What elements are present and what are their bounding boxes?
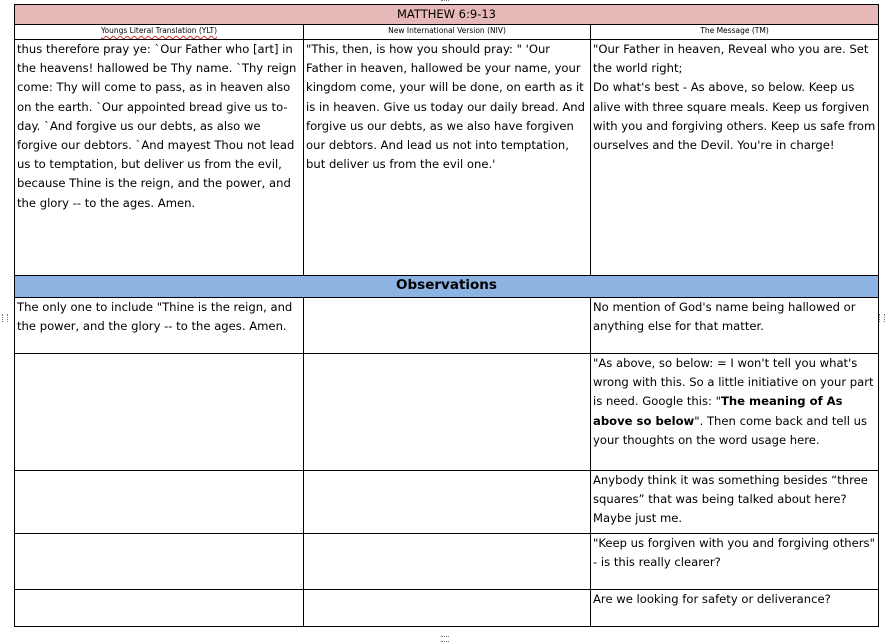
table-resize-handle-left[interactable] (2, 314, 8, 322)
verse-cell-tm[interactable] (591, 40, 879, 276)
tm-line-2: Do what's best - As above, so below. Keep us alive with three square meals. Keep us forgiven with you and forgiving others. Keep us safe from ourselves and the Devil. You're in charge! (593, 80, 876, 153)
observation-cell-tm[interactable]: "Keep us forgiven with you and forgiving others" - is this really clearer? (591, 534, 879, 590)
observation-cell-tm[interactable]: No mention of God's name being hallowed or anything else for that matter. (591, 298, 879, 354)
observation-cell-ylt[interactable] (15, 354, 304, 471)
observations-heading[interactable]: Observations (15, 276, 879, 298)
observation-cell-tm[interactable]: Are we looking for safety or deliverance? (591, 590, 879, 627)
observation-cell-niv[interactable] (304, 471, 591, 534)
ylt-header-label: Youngs Literal Translation (YLT) (100, 26, 218, 35)
column-header-tm[interactable]: The Message (TM) (591, 25, 879, 40)
observation-text: "As above, so below: = I won't tell you what's wrong with this. So a little initiative on your part is need. Google this: " (593, 356, 874, 409)
observation-cell-tm[interactable]: Anybody think it was something besides “three squares” that was being talked about here? Maybe just me. (591, 471, 879, 534)
observation-row (15, 590, 879, 627)
verse-cell-niv[interactable]: "This, then, is how you should pray: " 'Our Father in heaven, hallowed be your name, your kingdom come, your will be done, on earth as it is in heaven. Give us today our daily bread. And forgive us our debts, as we also have forgiven our debtors. And lead us not into temptation, but deliver us from the evil one.' (304, 40, 591, 276)
search-phrase: The meaning of As above so below (593, 394, 843, 428)
table-resize-handle-right[interactable] (879, 314, 885, 322)
comparison-table (14, 4, 879, 627)
verse-row (15, 40, 879, 276)
verse-cell-ylt[interactable]: thus therefore pray ye: `Our Father who [art] in the heavens! hallowed be Thy name. `Thy reign come: Thy will come to pass, as in heaven also on the earth. `Our appointed bread give us to-day. `And forgive us our debts, as also we forgive our debtors. `And mayest Thou not lead us to temptation, but deliver us from the evil, because Thine is the reign, and the power, and the glory -- to the ages. Amen. (15, 40, 304, 276)
observations-header-row (15, 276, 879, 298)
observation-row (15, 471, 879, 534)
observation-text: ". Then come back and tell us your thoughts on the word usage here. (593, 413, 868, 447)
table-title[interactable]: MATTHEW 6:9-13 (15, 5, 879, 25)
observation-cell-niv[interactable] (304, 354, 591, 471)
title-row (15, 5, 879, 25)
table-resize-handle-bottom[interactable] (441, 636, 449, 642)
tm-line-1: "Our Father in heaven, Reveal who you are. Set the world right; (593, 42, 869, 76)
observation-cell-ylt[interactable]: The only one to include "Thine is the reign, and the power, and the glory -- to the ages. Amen. (15, 298, 304, 354)
observation-cell-niv[interactable] (304, 534, 591, 590)
observation-cell-ylt[interactable] (15, 534, 304, 590)
column-header-ylt[interactable] (15, 25, 304, 40)
observation-cell-niv[interactable] (304, 298, 591, 354)
column-header-row (15, 25, 879, 40)
observation-cell-tm[interactable] (591, 354, 879, 471)
column-header-niv[interactable]: New International Version (NIV) (304, 25, 591, 40)
observation-row (15, 298, 879, 354)
observation-row (15, 354, 879, 471)
observation-cell-ylt[interactable] (15, 471, 304, 534)
observation-row (15, 534, 879, 590)
observation-cell-ylt[interactable] (15, 590, 304, 627)
observation-cell-niv[interactable] (304, 590, 591, 627)
